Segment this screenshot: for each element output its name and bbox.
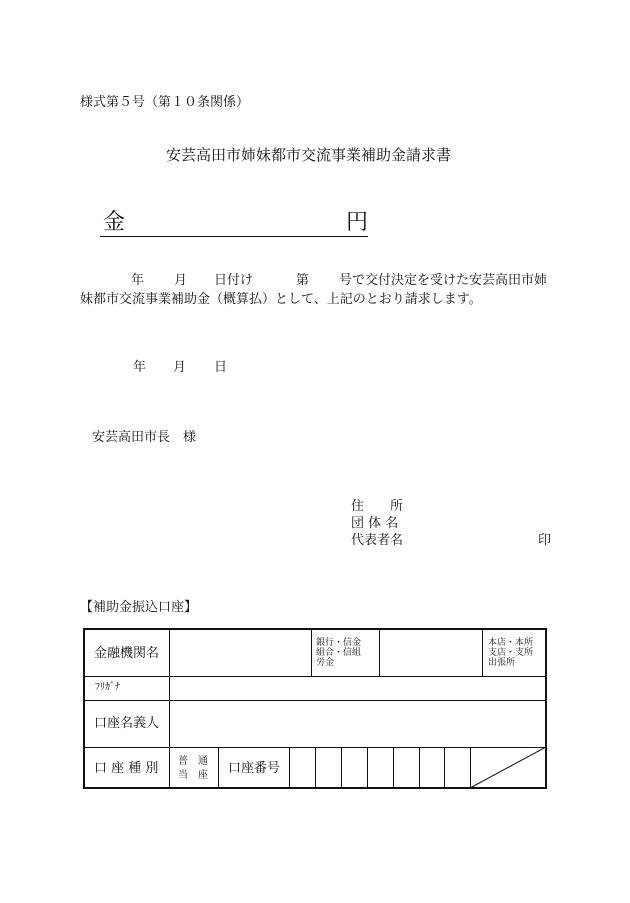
account-type-ordinary: 普 通: [178, 756, 208, 767]
amount-kin: 金: [103, 210, 126, 235]
page-title: 安芸高田市姉妹都市交流事業補助金請求書: [166, 146, 452, 164]
applicant-address-label: 住 所: [351, 499, 404, 514]
date-tsuki: 月: [173, 360, 187, 375]
body-dai: 第: [296, 273, 310, 288]
body-hizuke: 日付け: [214, 273, 254, 288]
label-column-divider: [169, 629, 170, 788]
applicant-group-label: 団 体 名: [351, 516, 399, 531]
date-hi: 日: [214, 360, 228, 375]
account-number-label: 口座番号: [228, 761, 281, 776]
bank-type-2: 組合・信組: [316, 648, 362, 658]
digit-cell-divider: [341, 747, 342, 788]
bank-type-3: 労金: [316, 658, 335, 668]
seal-mark: 印: [538, 533, 552, 548]
body-nen: 年: [131, 273, 145, 288]
digit-cell-divider: [367, 747, 368, 788]
digit-cell-divider: [419, 747, 420, 788]
addressee: 安芸高田市長 様: [92, 430, 197, 445]
row-divider-1: [84, 676, 546, 677]
account-holder-label: 口座名義人: [94, 716, 160, 731]
body-line1-rest: 号で交付決定を受けた安芸高田市姉: [339, 273, 548, 288]
account-type-label: 口 座 種 別: [94, 761, 159, 776]
date-nen: 年: [133, 360, 147, 375]
branch-type-1: 本店・本所: [488, 638, 534, 648]
bank-name-divider: [311, 629, 312, 676]
account-type-current: 当 座: [178, 770, 208, 781]
body-line2: 妹都市交流事業補助金（概算払）として、上記のとおり請求します。: [80, 292, 482, 307]
furigana-label: ﾌﾘｶﾞﾅ: [95, 682, 120, 693]
type-options-divider: [218, 747, 219, 788]
body-tsuki: 月: [174, 273, 188, 288]
account-heading: 【補助金振込口座】: [80, 600, 198, 615]
row-divider-2: [84, 700, 546, 701]
digit-cell-divider: [444, 747, 445, 788]
number-label-divider: [289, 747, 290, 788]
bank-type-divider: [379, 629, 380, 676]
digit-cell-divider: [393, 747, 394, 788]
unused-cell-slash: [470, 747, 547, 789]
digit-cell-divider: [315, 747, 316, 788]
amount-en: 円: [346, 210, 369, 235]
applicant-rep-label: 代表者名: [351, 533, 404, 548]
branch-type-3: 出張所: [488, 658, 516, 668]
amount-underline: [100, 236, 368, 237]
bank-name-label: 金融機関名: [94, 646, 160, 661]
branch-divider: [482, 629, 483, 676]
bank-type-1: 銀行・信金: [316, 638, 362, 648]
branch-type-2: 支店・支所: [488, 648, 534, 658]
form-number: 様式第５号（第１０条関係）: [80, 95, 250, 110]
